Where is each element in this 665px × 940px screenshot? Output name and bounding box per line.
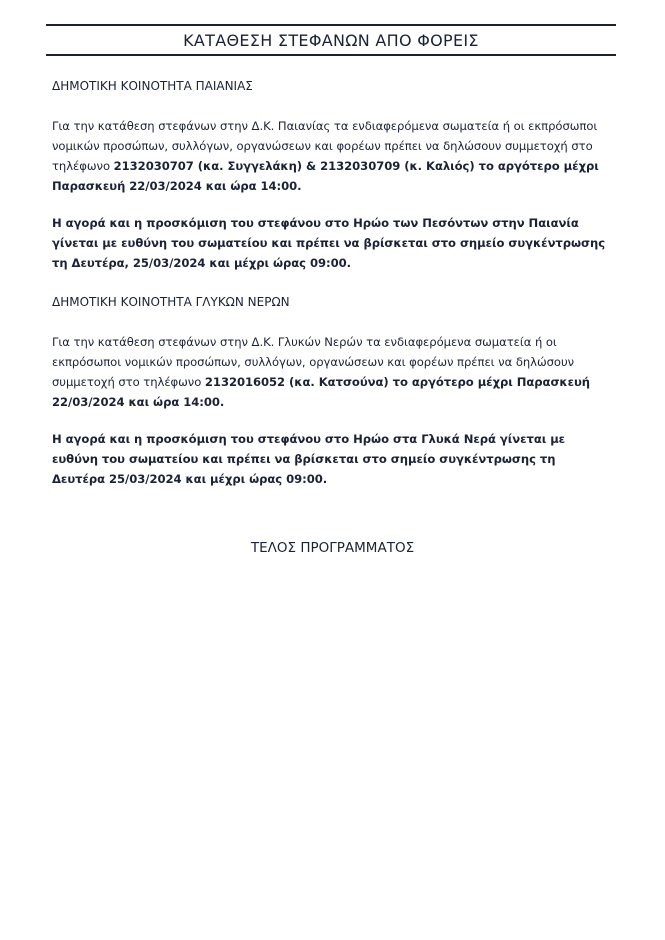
paragraph-wreath-delivery: Η αγορά και η προσκόμιση του στεφάνου στο Ηρώο στα Γλυκά Νερά γίνεται με ευθύνη του σωματείου και πρέπει να βρίσκεται στο σημείο συγκέντρωσης τη Δευτέρα 25/03/2024 και μέχρι ώρας 09:00.: [52, 432, 566, 486]
paragraph-intro-text: Για την κατάθεση στεφάνων στην Δ.Κ. Γλυκών Νερών τα ενδιαφερόμενα σωματεία ή οι εκπρόσωποι νομικών προσώπων, συλλόγων, οργανώσεων και φορέων πρέπει να δηλώσουν συμμετοχή στο τηλέφωνο: [52, 335, 575, 389]
title-bar: [46, 24, 616, 56]
paragraph-intro-text: Για την κατάθεση στεφάνων στην Δ.Κ. Παιανίας τα ενδιαφερόμενα σωματεία ή οι εκπρόσωποι νομικών προσώπων, συλλόγων, οργανώσεων και φορέων πρέπει να δηλώσουν συμμετοχή στο τηλέφωνο: [52, 119, 598, 173]
paragraph-wreath-delivery: Η αγορά και η προσκόμιση του στεφάνου στο Ηρώο των Πεσόντων στην Παιανία γίνεται με ευθύνη του σωματείου και πρέπει να βρίσκεται στο σημείο συγκέντρωσης τη Δευτέρα, 25/03/2024 και μέχρι ώρας 09:00.: [52, 216, 606, 270]
contact-details: 2132030707 (κα. Συγγελάκη) & 2132030709 (κ. Καλιός) το αργότερο μέχρι Παρασκευή 22/03/2024 και ώρα 14:00.: [52, 159, 599, 193]
section-heading: ΔΗΜΟΤΙΚΗ ΚΟΙΝΟΤΗΤΑ ΓΛΥΚΩΝ ΝΕΡΩΝ: [52, 295, 290, 309]
page-title: ΚΑΤΑΘΕΣΗ ΣΤΕΦΑΝΩΝ ΑΠΟ ΦΟΡΕΙΣ: [183, 30, 479, 50]
document-page: [52, 24, 612, 489]
end-of-program: ΤΕΛΟΣ ΠΡΟΓΡΑΜΜΑΤΟΣ: [250, 540, 415, 556]
paragraph-registration: [52, 332, 612, 412]
paragraph-registration: [52, 116, 612, 196]
section-heading: ΔΗΜΟΤΙΚΗ ΚΟΙΝΟΤΗΤΑ ΠΑΙΑΝΙΑΣ: [52, 79, 253, 93]
section-paiania: [52, 79, 612, 273]
contact-details: 2132016052 (κα. Κατσούνα) το αργότερο μέχρι Παρασκευή 22/03/2024 και ώρα 14:00.: [52, 375, 591, 409]
section-glyka-nera: [52, 295, 612, 489]
